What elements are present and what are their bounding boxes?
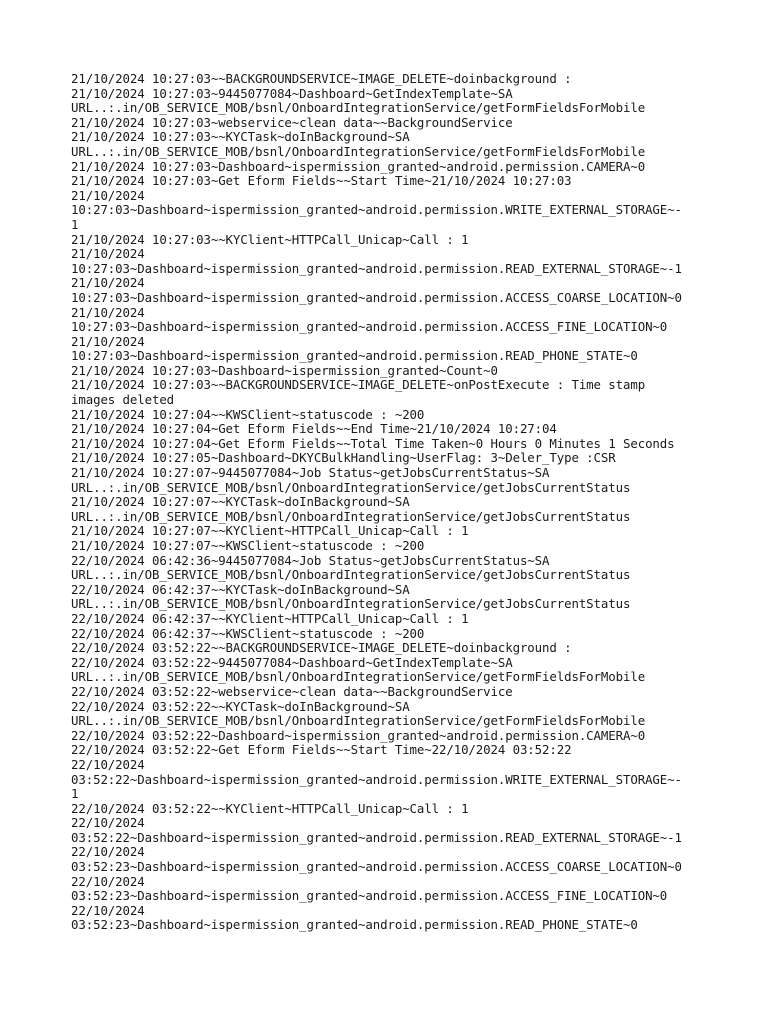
log-line: 10:27:03~Dashboard~ispermission_granted~android.permission.READ_EXTERNAL_STORAGE~-1: [71, 260, 682, 276]
log-line: 1: [71, 216, 79, 232]
log-line: 22/10/2024: [71, 873, 145, 889]
log-line: 21/10/2024 10:27:04~~KWSClient~statuscode : ~200: [71, 406, 425, 422]
log-line: 03:52:23~Dashboard~ispermission_granted~android.permission.ACCESS_FINE_LOCATION~0: [71, 888, 668, 904]
log-line: 21/10/2024 10:27:07~~KWSClient~statuscode : ~200: [71, 538, 425, 553]
log-line: 22/10/2024 06:42:36~9445077084~Job Status~getJobsCurrentStatus~SA: [71, 552, 550, 568]
log-line: 21/10/2024 10:27:03~~KYClient~HTTPCall_Unicap~Call : 1: [71, 231, 469, 247]
log-line: 22/10/2024 06:42:37~~KWSClient~statuscode : ~200: [71, 625, 425, 641]
log-line: 22/10/2024: [71, 844, 145, 860]
log-line: URL..:.in/OB_SERVICE_MOB/bsnl/OnboardIntegrationService/getJobsCurrentStatus: [71, 508, 631, 524]
log-line: 22/10/2024: [71, 815, 145, 831]
log-line: 22/10/2024 06:42:37~~KYClient~HTTPCall_Unicap~Call : 1: [71, 610, 469, 626]
log-line: 21/10/2024: [71, 246, 145, 262]
log-line: URL..:.in/OB_SERVICE_MOB/bsnl/OnboardIntegrationService/getJobsCurrentStatus: [71, 479, 631, 495]
log-line: 21/10/2024 10:27:07~~KYClient~HTTPCall_Unicap~Call : 1: [71, 523, 469, 539]
log-line: 21/10/2024 10:27:07~9445077084~Job Status~getJobsCurrentStatus~SA: [71, 465, 550, 481]
log-line: 21/10/2024 10:27:03~~BACKGROUNDSERVICE~IMAGE_DELETE~doinbackground :: [71, 71, 572, 86]
log-line: 10:27:03~Dashboard~ispermission_granted~android.permission.ACCESS_FINE_LOCATION~0: [71, 319, 668, 335]
log-line: 21/10/2024: [71, 333, 145, 349]
log-line: 03:52:23~Dashboard~ispermission_granted~android.permission.ACCESS_COARSE_LOCATION~0: [71, 859, 682, 875]
log-line: URL..:.in/OB_SERVICE_MOB/bsnl/OnboardIntegrationService/getJobsCurrentStatus: [71, 567, 631, 583]
log-line: 21/10/2024 10:27:05~Dashboard~DKYCBulkHandling~UserFlag: 3~Deler_Type :CSR: [71, 450, 616, 466]
log-line: 21/10/2024 10:27:03~9445077084~Dashboard~GetIndexTemplate~SA: [71, 85, 513, 101]
log-line: 03:52:23~Dashboard~ispermission_granted~android.permission.READ_PHONE_STATE~0: [71, 917, 638, 933]
log-line: 21/10/2024 10:27:04~Get Eform Fields~~End Time~21/10/2024 10:27:04: [71, 421, 557, 437]
log-line: 21/10/2024 10:27:03~~KYCTask~doInBackground~SA: [71, 129, 410, 145]
log-line: 22/10/2024: [71, 756, 145, 772]
log-line: URL..:.in/OB_SERVICE_MOB/bsnl/OnboardIntegrationService/getFormFieldsForMobile: [71, 143, 646, 159]
log-line: URL..:.in/OB_SERVICE_MOB/bsnl/OnboardIntegrationService/getFormFieldsForMobile: [71, 713, 646, 729]
log-line: 22/10/2024 03:52:22~webservice~clean data~~BackgroundService: [71, 683, 513, 699]
log-line: 22/10/2024 03:52:22~~KYClient~HTTPCall_Unicap~Call : 1: [71, 800, 469, 816]
log-line: URL..:.in/OB_SERVICE_MOB/bsnl/OnboardIntegrationService/getJobsCurrentStatus: [71, 596, 631, 612]
log-line: 22/10/2024 03:52:22~~BACKGROUNDSERVICE~IMAGE_DELETE~doinbackground :: [71, 640, 572, 656]
log-line: 10:27:03~Dashboard~ispermission_granted~android.permission.READ_PHONE_STATE~0: [71, 348, 638, 364]
log-line: 22/10/2024 03:52:22~9445077084~Dashboard~GetIndexTemplate~SA: [71, 654, 513, 670]
log-line: 21/10/2024 10:27:03~Get Eform Fields~~Start Time~21/10/2024 10:27:03: [71, 173, 572, 189]
log-line: 22/10/2024 03:52:22~Get Eform Fields~~Start Time~22/10/2024 03:52:22: [71, 742, 572, 758]
log-line: 22/10/2024: [71, 902, 145, 918]
log-line: 03:52:22~Dashboard~ispermission_granted~android.permission.WRITE_EXTERNAL_STORAGE~-: [71, 771, 682, 787]
log-line: 21/10/2024 10:27:03~~BACKGROUNDSERVICE~IMAGE_DELETE~onPostExecute : Time stamp: [71, 377, 646, 393]
log-line: 21/10/2024 10:27:03~Dashboard~ispermission_granted~android.permission.CAMERA~0: [71, 158, 646, 174]
log-line: 22/10/2024 03:52:22~~KYCTask~doInBackground~SA: [71, 698, 410, 714]
log-text-block: [71, 72, 721, 933]
log-line: 21/10/2024: [71, 187, 145, 203]
log-line: 10:27:03~Dashboard~ispermission_granted~android.permission.ACCESS_COARSE_LOCATION~0: [71, 289, 682, 305]
log-line: URL..:.in/OB_SERVICE_MOB/bsnl/OnboardIntegrationService/getFormFieldsForMobile: [71, 669, 646, 685]
log-line: 21/10/2024 10:27:03~webservice~clean data~~BackgroundService: [71, 114, 513, 130]
log-line: 21/10/2024: [71, 275, 145, 291]
log-line: 10:27:03~Dashboard~ispermission_granted~android.permission.WRITE_EXTERNAL_STORAGE~-: [71, 202, 682, 218]
log-line: URL..:.in/OB_SERVICE_MOB/bsnl/OnboardIntegrationService/getFormFieldsForMobile: [71, 100, 646, 116]
log-line: 21/10/2024: [71, 304, 145, 320]
log-line: 21/10/2024 10:27:07~~KYCTask~doInBackground~SA: [71, 494, 410, 510]
log-line: 03:52:22~Dashboard~ispermission_granted~android.permission.READ_EXTERNAL_STORAGE~-1: [71, 829, 682, 845]
log-line: 21/10/2024 10:27:04~Get Eform Fields~~Total Time Taken~0 Hours 0 Minutes 1 Seconds: [71, 435, 675, 451]
log-line: 22/10/2024 03:52:22~Dashboard~ispermission_granted~android.permission.CAMERA~0: [71, 727, 646, 743]
log-line: 21/10/2024 10:27:03~Dashboard~ispermission_granted~Count~0: [71, 362, 498, 378]
log-line: 1: [71, 786, 79, 802]
log-line: images deleted: [71, 392, 175, 408]
log-line: 22/10/2024 06:42:37~~KYCTask~doInBackground~SA: [71, 581, 410, 597]
